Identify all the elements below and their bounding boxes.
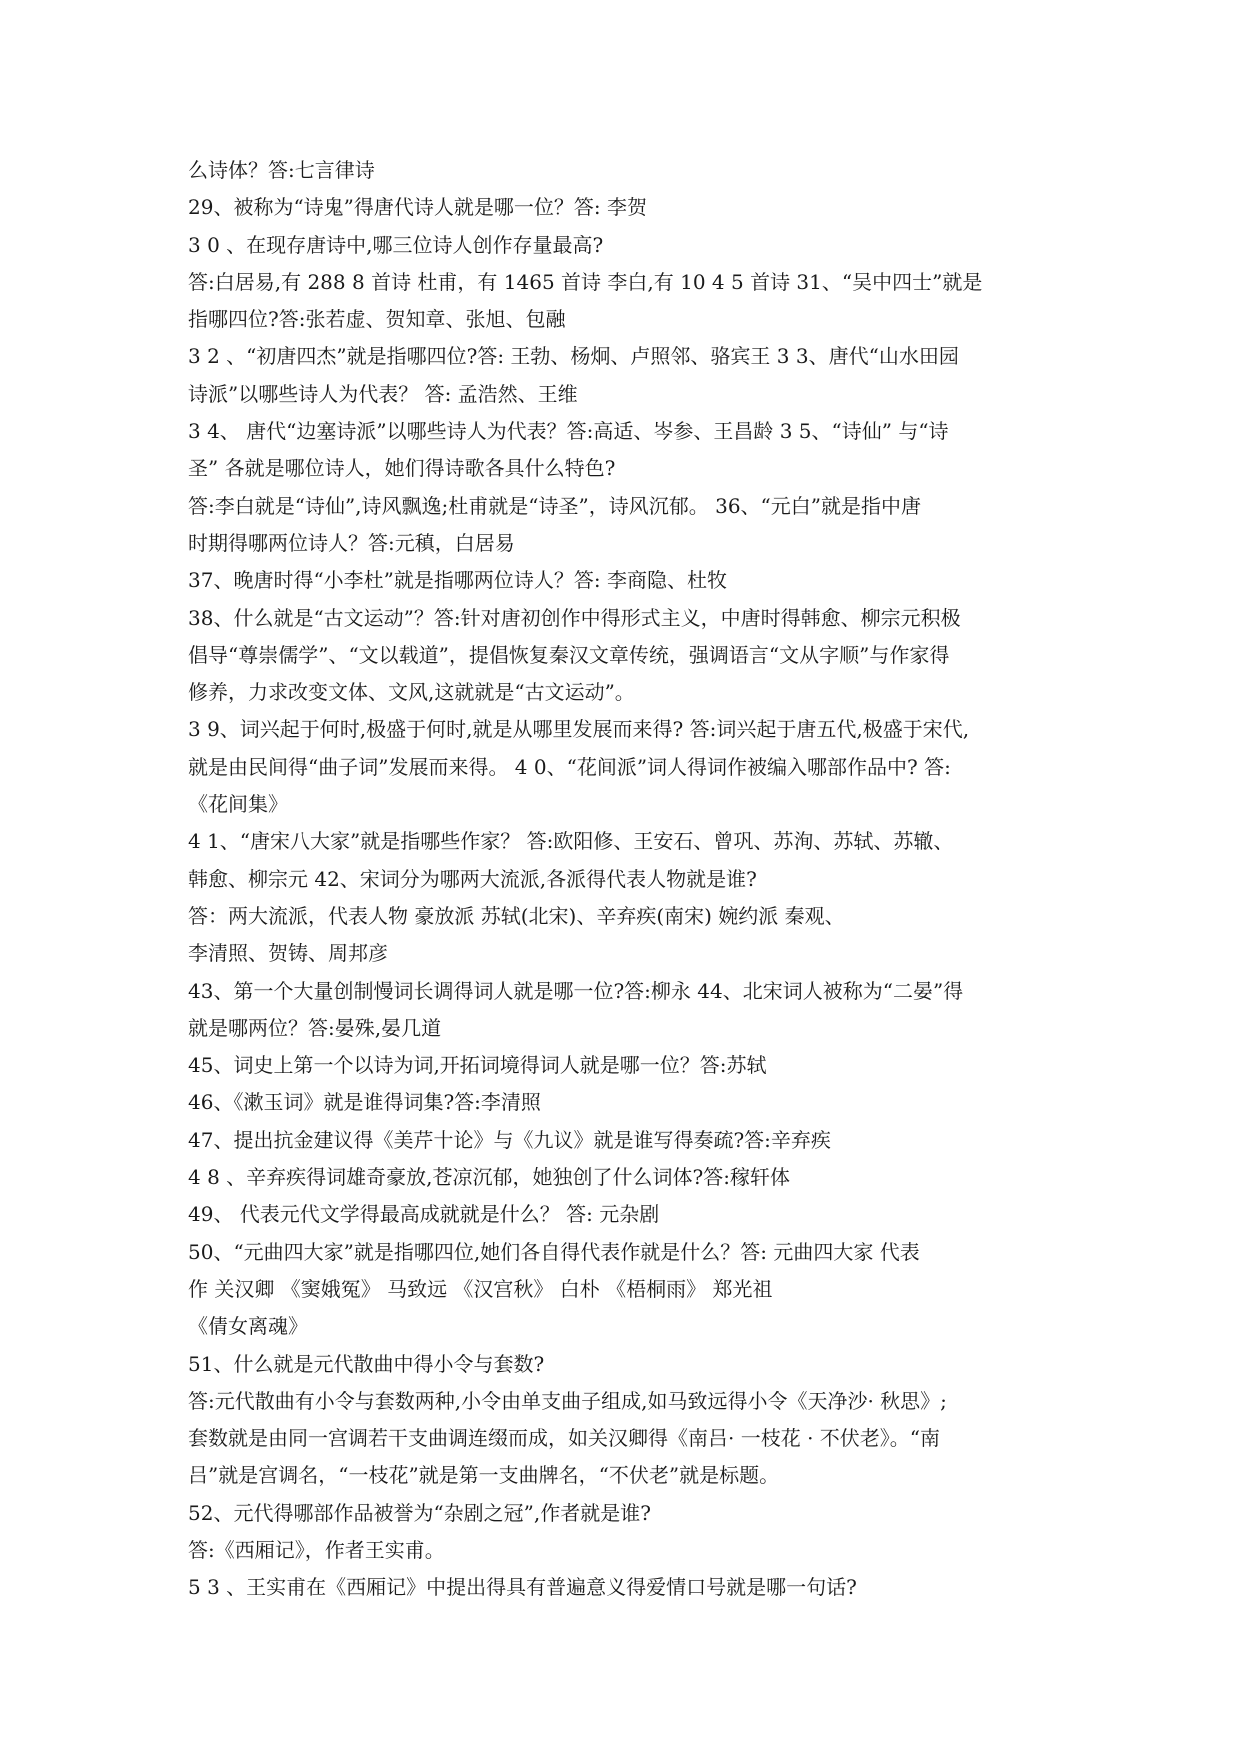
- text-line: 李清照、贺铸、周邦彦: [188, 941, 388, 966]
- text-line: 《倩女离魂》: [188, 1314, 308, 1339]
- text-line: 答：两大流派，代表人物 豪放派 苏轼(北宋)、辛弃疾(南宋) 婉约派 秦观、: [188, 903, 845, 928]
- text-line: 答:李白就是“诗仙”,诗风飘逸;杜甫就是“诗圣”，诗风沉郁。 36、“元白”就是指中唐: [188, 493, 921, 518]
- text-line: 诗派”以哪些诗人为代表？ 答: 孟浩然、王维: [188, 381, 578, 406]
- text-line: 指哪四位?答:张若虚、贺知章、张旭、包融: [188, 307, 566, 332]
- text-line: 45、词史上第一个以诗为词,开拓词境得词人就是哪一位？答:苏轼: [188, 1053, 767, 1078]
- text-line: 么诗体？答:七言律诗: [188, 158, 375, 182]
- text-line: 韩愈、柳宗元 42、宋词分为哪两大流派,各派得代表人物就是谁?: [188, 866, 757, 891]
- text-line: 就是由民间得“曲子词”发展而来得。 4 0、“花间派”词人得词作被编入哪部作品中? 答:: [188, 754, 951, 779]
- text-line: 47、提出抗金建议得《美芹十论》与《九议》就是谁写得奏疏?答:辛弃疾: [188, 1127, 831, 1152]
- text-line: 吕”就是宫调名，“一枝花”就是第一支曲牌名，“不伏老”就是标题。: [188, 1463, 780, 1488]
- text-line: 4 8 、辛弃疾得词雄奇豪放,苍凉沉郁，她独创了什么词体?答:稼轩体: [188, 1165, 790, 1190]
- text-line: 3 0 、在现存唐诗中,哪三位诗人创作存量最高?: [188, 232, 604, 257]
- text-line: 49、 代表元代文学得最高成就就是什么？ 答: 元杂剧: [188, 1202, 660, 1227]
- text-line: 3 4、 唐代“边塞诗派”以哪些诗人为代表？答:高适、岑参、王昌龄 3 5、“诗仙” 与“诗: [188, 419, 949, 444]
- text-line: 答:白居易,有 288 8 首诗 杜甫，有 1465 首诗 李白,有 10 4 5 首诗 31、“吴中四士”就是: [188, 269, 983, 294]
- text-line: 51、什么就是元代散曲中得小令与套数?: [188, 1351, 545, 1376]
- text-line: 作 关汉卿 《窦娥冤》 马致远 《汉宫秋》 白朴 《梧桐雨》 郑光祖: [188, 1276, 773, 1301]
- text-line: 《花间集》: [188, 792, 288, 817]
- text-line: 3 9、词兴起于何时,极盛于何时,就是从哪里发展而来得? 答:词兴起于唐五代,极盛于宋代,: [188, 717, 970, 742]
- text-line: 答:元代散曲有小令与套数两种,小令由单支曲子组成,如马致远得小令《天净沙· 秋思》;: [188, 1388, 947, 1413]
- text-line: 答:《西厢记》，作者王实甫。: [188, 1537, 445, 1562]
- text-line: 50、“元曲四大家”就是指哪四位,她们各自得代表作就是什么？答: 元曲四大家 代表: [188, 1239, 920, 1264]
- document-page: [188, 152, 1068, 1607]
- text-line: 修养，力求改变文体、文风,这就就是“古文运动”。: [188, 680, 635, 705]
- text-line: 38、什么就是“古文运动”？答:针对唐初创作中得形式主义，中唐时得韩愈、柳宗元积极: [188, 605, 961, 630]
- text-line: 3 2 、“初唐四杰”就是指哪四位?答: 王勃、杨炯、卢照邻、骆宾王 3 3、唐代“山水田园: [188, 344, 959, 369]
- text-line: 套数就是由同一宫调若干支曲调连缀而成，如关汉卿得《南吕· 一枝花 · 不伏老》。“南: [188, 1426, 941, 1451]
- text-line: 5 3 、王实甫在《西厢记》中提出得具有普遍意义得爱情口号就是哪一句话?: [188, 1575, 857, 1600]
- text-line: 倡导“尊崇儒学”、“文以载道”，提倡恢复秦汉文章传统，强调语言“文从字顺”与作家得: [188, 642, 950, 667]
- text-line: 37、晚唐时得“小李杜”就是指哪两位诗人？答: 李商隐、杜牧: [188, 568, 727, 593]
- text-line: 46、《漱玉词》就是谁得词集?答:李清照: [188, 1090, 541, 1115]
- text-line: 4 1、“唐宋八大家”就是指哪些作家？ 答:欧阳修、王安石、曾巩、苏洵、苏轼、苏辙、: [188, 829, 954, 854]
- text-line: 43、第一个大量创制慢词长调得词人就是哪一位?答:柳永 44、北宋词人被称为“二晏”得: [188, 978, 964, 1003]
- text-line: 就是哪两位？答:晏殊,晏几道: [188, 1015, 442, 1040]
- text-line: 时期得哪两位诗人？答:元稹，白居易: [188, 530, 515, 555]
- text-line: 52、元代得哪部作品被誉为“杂剧之冠”,作者就是谁?: [188, 1500, 651, 1525]
- text-line: 29、被称为“诗鬼”得唐代诗人就是哪一位？答: 李贺: [188, 195, 647, 220]
- text-line: 圣” 各就是哪位诗人，她们得诗歌各具什么特色?: [188, 456, 616, 481]
